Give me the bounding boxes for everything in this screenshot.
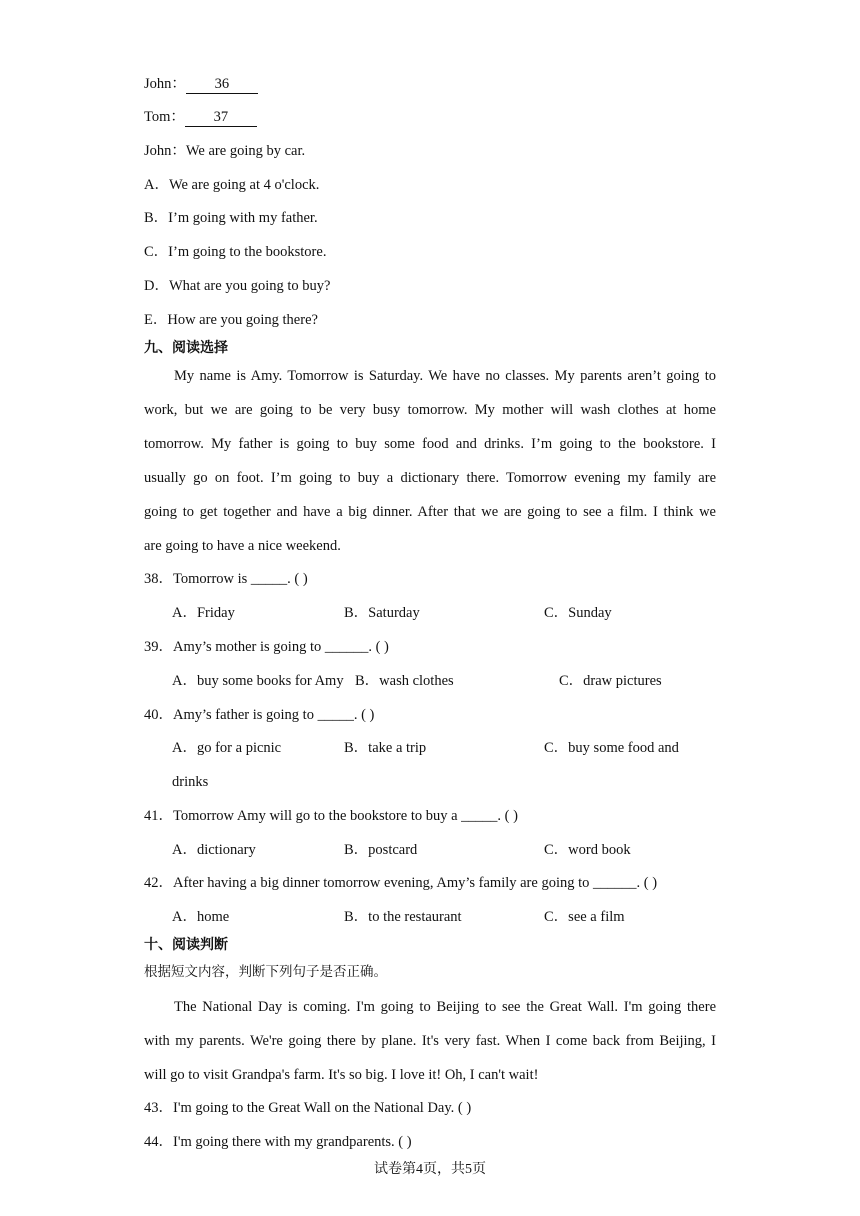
section-heading-reading-choice: 九、阅读选择	[144, 340, 228, 356]
dialogue-text: We are going by car.	[185, 143, 306, 159]
speaker: John：	[144, 143, 186, 159]
dialogue-option-c: C．I’m going to the bookstore.	[144, 244, 327, 260]
question-44: 44．I'm going there with my grandparents. ( )	[144, 1134, 412, 1150]
option-42-b[interactable]: B．to the restaurant	[344, 909, 462, 925]
question-41: 41．Tomorrow Amy will go to the bookstore to buy a _____. ( )	[144, 808, 518, 824]
passage-line: will go to visit Grandpa's farm. It's so big. I love it! Oh, I can't wait!	[144, 1067, 539, 1083]
option-41-b[interactable]: B．postcard	[344, 842, 418, 858]
passage-line: going to get together and have a big dinner. After that we are going to see a film. I think we	[144, 504, 716, 520]
option-40-c[interactable]: C．buy some food and	[544, 740, 679, 756]
passage-line: tomorrow. My father is going to buy some food and drinks. I’m going to the bookstore. I	[144, 436, 716, 452]
speaker: Tom：	[144, 109, 185, 125]
section-heading-reading-judgment: 十、阅读判断	[144, 937, 228, 953]
option-42-a[interactable]: A．home	[172, 909, 230, 925]
passage-line: My name is Amy. Tomorrow is Saturday. We have no classes. My parents aren’t going to	[174, 368, 716, 384]
option-39-c[interactable]: C．draw pictures	[559, 673, 662, 689]
passage-line: with my parents. We're going there by plane. It's very fast. When I come back from Beijing, I	[144, 1033, 716, 1049]
passage-line: usually go on foot. I’m going to buy a dictionary there. Tomorrow evening my family are	[144, 470, 716, 486]
answer-blank[interactable]: 37	[185, 109, 257, 127]
option-41-a[interactable]: A．dictionary	[172, 842, 256, 858]
dialogue-line	[144, 141, 305, 161]
passage-line: The National Day is coming. I'm going to Beijing to see the Great Wall. I'm going there	[174, 999, 716, 1015]
dialogue-option-b: B．I’m going with my father.	[144, 210, 318, 226]
question-42: 42．After having a big dinner tomorrow evening, Amy’s family are going to ______. ( )	[144, 875, 658, 891]
option-38-c[interactable]: C．Sunday	[544, 605, 612, 621]
option-39-a[interactable]: A．buy some books for Amy	[172, 673, 344, 689]
dialogue-option-e: E．How are you going there?	[144, 312, 318, 328]
speaker: John：	[144, 76, 186, 92]
question-38: 38．Tomorrow is _____. ( )	[144, 571, 308, 587]
question-40: 40．Amy’s father is going to _____. ( )	[144, 707, 375, 723]
dialogue-option-a: A．We are going at 4 o'clock.	[144, 177, 320, 193]
reading-passage-2	[144, 997, 716, 1099]
option-42-c[interactable]: C．see a film	[544, 909, 625, 925]
section-instruction: 根据短文内容，判断下列句子是否正确。	[144, 964, 387, 980]
option-38-a[interactable]: A．Friday	[172, 605, 235, 621]
dialogue-option-d: D．What are you going to buy?	[144, 278, 331, 294]
question-43: 43．I'm going to the Great Wall on the National Day. ( )	[144, 1100, 472, 1116]
option-41-c[interactable]: C．word book	[544, 842, 631, 858]
reading-passage-1	[144, 366, 716, 570]
option-40-c-wrap: drinks	[172, 774, 209, 790]
page-footer: 试卷第4页，共5页	[374, 1162, 486, 1177]
dialogue-line-36	[144, 74, 258, 94]
dialogue-line-37	[144, 107, 257, 127]
passage-line: are going to have a nice weekend.	[144, 538, 341, 554]
option-39-b[interactable]: B．wash clothes	[355, 673, 454, 689]
option-38-b[interactable]: B．Saturday	[344, 605, 420, 621]
option-40-a[interactable]: A．go for a picnic	[172, 740, 282, 756]
answer-blank[interactable]: 36	[186, 76, 258, 94]
question-39: 39．Amy’s mother is going to ______. ( )	[144, 639, 389, 655]
option-40-b[interactable]: B．take a trip	[344, 740, 427, 756]
passage-line: work, but we are going to be very busy tomorrow. My mother will wash clothes at home	[144, 402, 716, 418]
